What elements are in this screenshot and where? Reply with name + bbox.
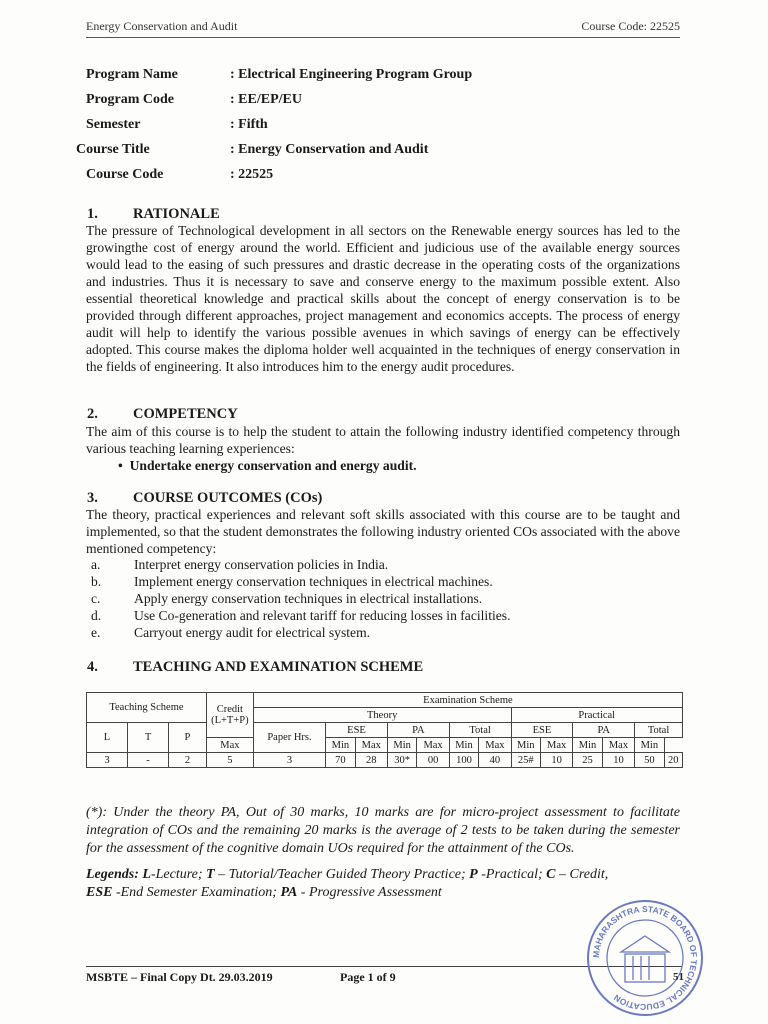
table-cell: 25 xyxy=(573,753,603,768)
seal-text: MAHARASHTRA STATE BOARD OF TECHNICAL EDUCATION xyxy=(590,903,700,1013)
table-cell: 40 xyxy=(479,753,511,768)
practical-total-header: Total xyxy=(635,723,683,738)
table-cell: 3 xyxy=(87,753,128,768)
p-header: P xyxy=(169,723,207,753)
min-header: Min xyxy=(449,738,479,753)
min-header: Min xyxy=(511,738,541,753)
rationale-text: The pressure of Technological development in all sectors on the Renewable energy sources has led to the growingthe cost of energy around the world. Efficient and judicious use of the available energy sources would lead to the easing of such pressures and drastic decrease in the operating costs of the organizations and industries. Thus it is necessary to save and conserve energy to the maximum possible extent. Also essential theoretical knowledge and practical skills about the concept of energy conservation is to be provided through different approaches, project management and economics accepts. The process of energy audit will help to identify the various possible avenues in which savings of energy can be effectively adopted. This course makes the diploma holder well acquainted in the techniques of energy conservation in the fields of engineering. It also introduces him to the energy audit procedures. xyxy=(86,223,680,374)
program-name-row: Program Name : Electrical Engineering Program Group xyxy=(86,66,473,82)
seal-number: 51 xyxy=(673,971,684,983)
course-outcomes-intro: The theory, practical experiences and relevant soft skills associated with this course are to be taught and implemented, so that the student demonstrates the following industry oriented COs associated with the above mentioned competency: xyxy=(86,507,680,556)
list-item: b. Implement energy conservation techniques in electrical machines. xyxy=(91,574,493,589)
min-header: Min xyxy=(635,738,665,753)
table-cell: 00 xyxy=(417,753,449,768)
table-row xyxy=(87,693,683,708)
building-icon xyxy=(621,936,669,982)
practical-header: Practical xyxy=(511,708,683,723)
t-header: T xyxy=(128,723,169,753)
board-seal-stamp xyxy=(585,898,705,1018)
competency-bullet: • Undertake energy conservation and energy audit. xyxy=(118,458,417,473)
min-header: Min xyxy=(573,738,603,753)
max-header: Max xyxy=(355,738,387,753)
table-cell: 10 xyxy=(541,753,573,768)
table-row xyxy=(87,753,683,768)
table-cell: 100 xyxy=(449,753,479,768)
scheme-table xyxy=(86,692,683,768)
table-cell: 10 xyxy=(602,753,634,768)
paper-hrs-header: Paper Hrs. xyxy=(253,723,325,753)
practical-ese-header: ESE xyxy=(511,723,573,738)
scheme-heading: 4. TEACHING AND EXAMINATION SCHEME xyxy=(87,659,424,675)
max-header: Max xyxy=(541,738,573,753)
table-cell: 3 xyxy=(253,753,325,768)
table-cell: 50 xyxy=(635,753,665,768)
max-header: Max xyxy=(602,738,634,753)
min-header: Min xyxy=(326,738,356,753)
competency-heading: 2. COMPETENCY xyxy=(87,406,238,422)
list-item: c. Apply energy conservation techniques in electrical installations. xyxy=(91,591,483,606)
list-item: e. Carryout energy audit for electrical system. xyxy=(91,625,371,640)
max-header: Max xyxy=(417,738,449,753)
practical-pa-header: PA xyxy=(573,723,635,738)
table-cell: 25# xyxy=(511,753,541,768)
course-title-row: Course Title : Energy Conservation and Audit xyxy=(76,141,429,157)
header-course-title: Energy Conservation and Audit xyxy=(86,19,238,33)
table-cell: 20 xyxy=(664,753,682,768)
table-cell: - xyxy=(128,753,169,768)
rationale-heading: 1. RATIONALE xyxy=(87,206,220,222)
table-cell: 70 xyxy=(326,753,356,768)
theory-total-header: Total xyxy=(449,723,511,738)
course-outcomes-heading: 3. COURSE OUTCOMES (COs) xyxy=(87,490,323,506)
table-cell: 30* xyxy=(387,753,417,768)
scheme-note: (*): Under the theory PA, Out of 30 marks, 10 marks are for micro-project assessment to facilitate integration of COs and the remaining 20 marks is the average of 2 tests to be taken during the semester for the assessment of the cognitive domain UOs required for the attainment of the COs. xyxy=(86,805,680,856)
teaching-scheme-header: Teaching Scheme xyxy=(87,693,207,723)
table-cell: 5 xyxy=(206,753,253,768)
table-cell: 2 xyxy=(169,753,207,768)
semester-row: Semester : Fifth xyxy=(86,116,268,132)
header-course-code: Course Code: 22525 xyxy=(581,19,680,33)
list-item: a. Interpret energy conservation policies in India. xyxy=(91,557,389,572)
program-code-row: Program Code : EE/EP/EU xyxy=(86,91,302,107)
max-header: Max xyxy=(479,738,511,753)
course-outcomes-list xyxy=(91,556,510,641)
page-number: Page 1 of 9 xyxy=(340,970,396,984)
examination-scheme-header: Examination Scheme xyxy=(253,693,682,708)
course-code-row: Course Code : 22525 xyxy=(86,166,274,182)
l-header: L xyxy=(87,723,128,753)
competency-text: The aim of this course is to help the student to attain the following industry identified competency through various teaching learning experiences: xyxy=(86,424,680,456)
legends: Legends: L-Lecture; T – Tutorial/Teacher Guided Theory Practice; P -Practical; C – Credit, ESE -End Semester Examination; PA - Progressive Assessment xyxy=(86,867,609,900)
credit-header: Credit (L+T+P) xyxy=(206,693,253,738)
footer-copy-date: MSBTE – Final Copy Dt. 29.03.2019 xyxy=(86,970,273,984)
table-row xyxy=(87,723,683,738)
seal-inner-ring xyxy=(607,920,683,996)
min-header: Min xyxy=(387,738,417,753)
page-header xyxy=(86,19,680,38)
theory-ese-header: ESE xyxy=(326,723,388,738)
program-info xyxy=(76,62,636,187)
max-header: Max xyxy=(206,738,253,753)
seal-outer-ring xyxy=(588,901,702,1015)
list-item: d. Use Co-generation and relevant tariff for reducing losses in facilities. xyxy=(91,608,511,623)
theory-header: Theory xyxy=(253,708,511,723)
table-cell: 28 xyxy=(355,753,387,768)
theory-pa-header: PA xyxy=(387,723,449,738)
